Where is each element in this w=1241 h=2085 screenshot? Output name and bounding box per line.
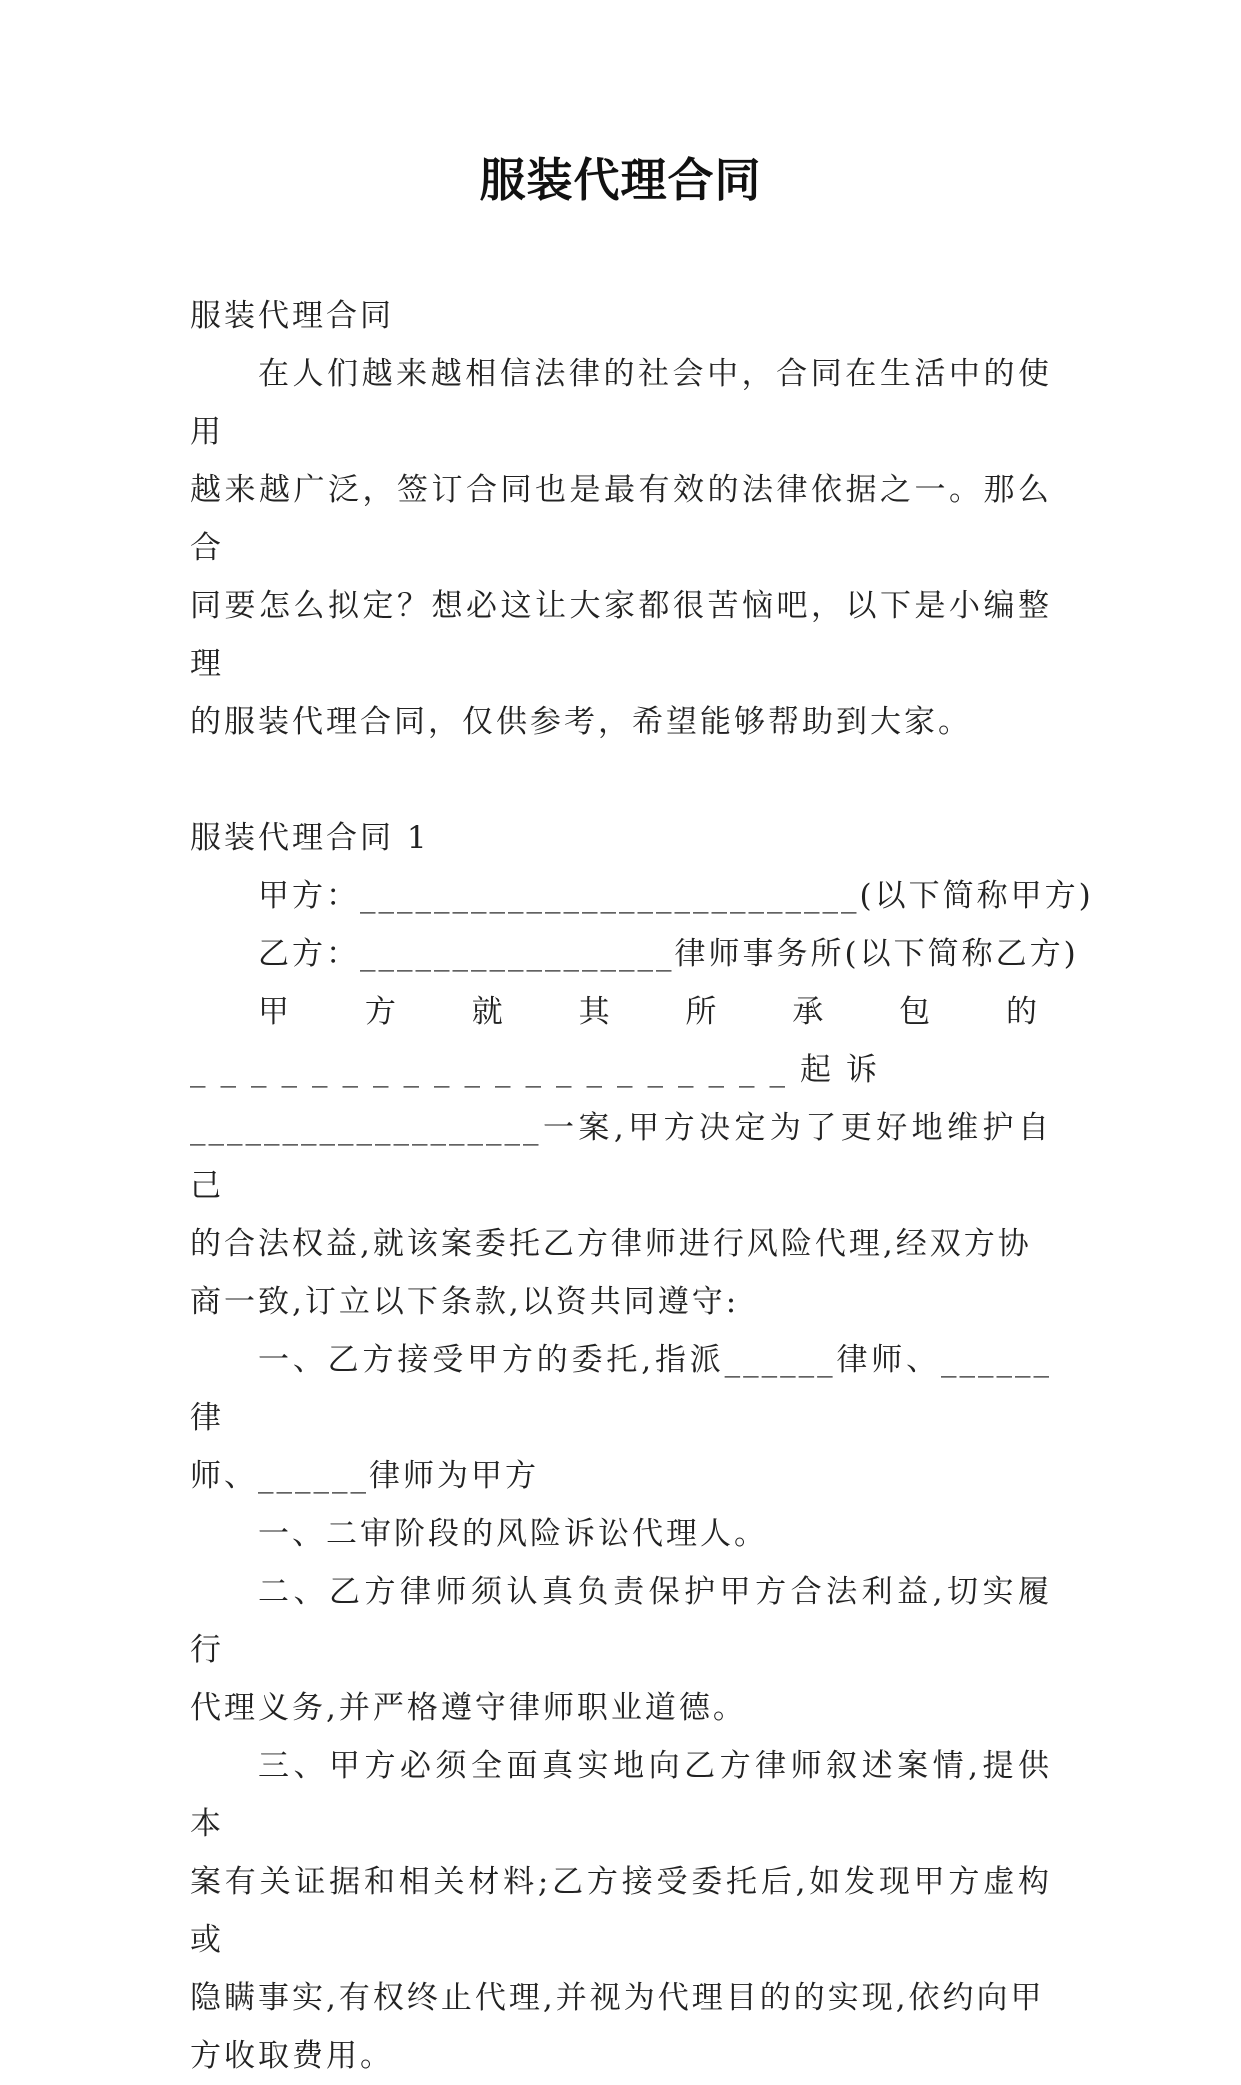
contract-heading: 服装代理合同 1 (190, 820, 430, 856)
clause-3-line-4: 方收取费用。 (190, 2038, 394, 2074)
party-a-line: 甲方：___________________________(以下简称甲方) (258, 878, 1094, 914)
clause-2-line-1: 二、乙方律师须认真负责保护甲方合法利益,切实履行 (190, 1574, 1052, 1668)
document-title: 服装代理合同 (479, 153, 762, 207)
intro-line-2: 越来越广泛，签订合同也是最有效的法律依据之一。那么合 (190, 472, 1052, 566)
case-line-3: 的合法权益,就该案委托乙方律师进行风险代理,经双方协 (190, 1226, 1032, 1262)
clause-3-line-1: 三、甲方必须全面真实地向乙方律师叙述案情,提供本 (190, 1748, 1052, 1842)
intro-line-3: 同要怎么拟定？想必这让大家都很苦恼吧，以下是小编整理 (190, 588, 1052, 682)
clause-2-line-2: 代理义务,并严格遵守律师职业道德。 (190, 1690, 747, 1726)
clause-3-line-3: 隐瞒事实,有权终止代理,并视为代理目的的实现,依约向甲 (190, 1980, 1045, 2016)
intro-line-4: 的服装代理合同，仅供参考，希望能够帮助到大家。 (190, 704, 972, 740)
clause-3-line-2: 案有关证据和相关材料;乙方接受委托后,如发现甲方虚构或 (190, 1864, 1052, 1958)
section-heading: 服装代理合同 (190, 298, 394, 334)
intro-line-1: 在人们越来越相信法律的社会中，合同在生活中的使用 (190, 356, 1052, 450)
clause-1-line-1: 一、乙方接受甲方的委托,指派______律师、______律 (190, 1342, 1052, 1436)
case-line-1: 甲方就其所承包的____________________起诉 (190, 994, 1052, 1088)
party-b-line: 乙方：_________________律师事务所(以下简称乙方) (258, 936, 1079, 972)
clause-1b: 一、二审阶段的风险诉讼代理人。 (258, 1516, 768, 1552)
case-line-4: 商一致,订立以下条款,以资共同遵守: (190, 1284, 740, 1320)
clause-1-line-2: 师、______律师为甲方 (190, 1458, 539, 1494)
document-body (190, 287, 1094, 2085)
case-line-2: ___________________一案,甲方决定为了更好地维护自己 (190, 1110, 1052, 1204)
